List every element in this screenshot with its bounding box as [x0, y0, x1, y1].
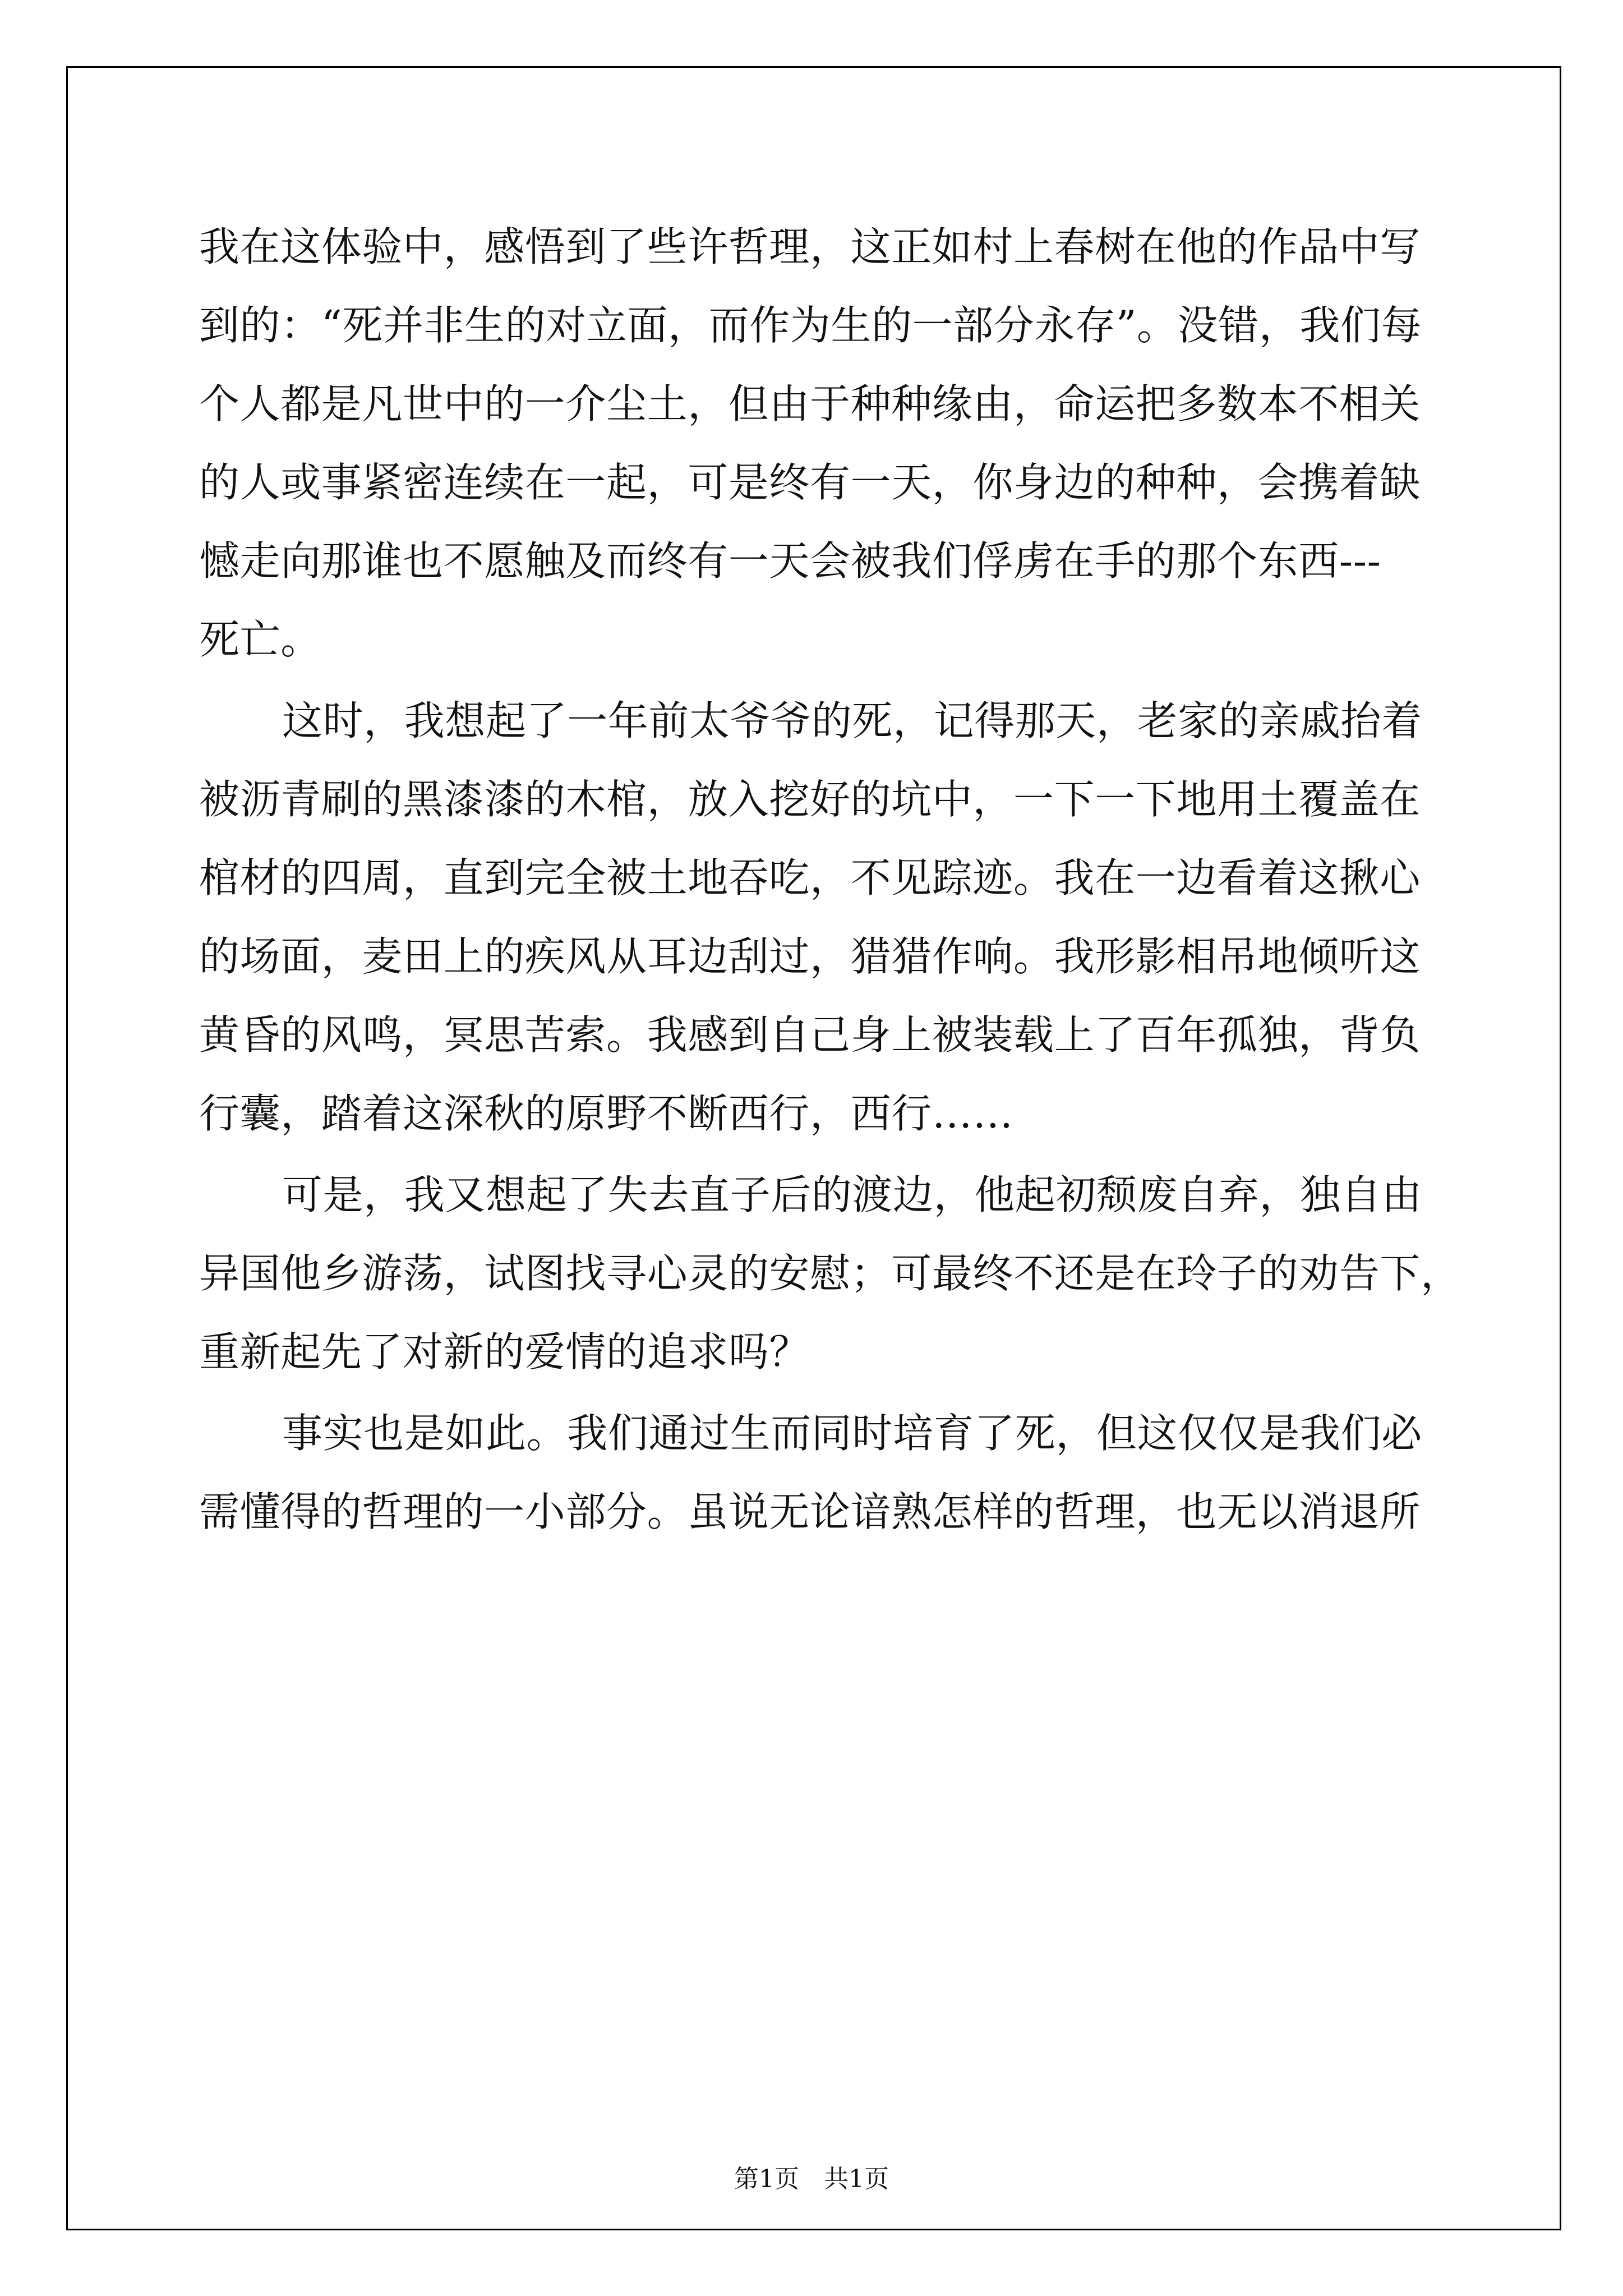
text-line: 黄昏的风鸣，冥思苦索。我感到自己身上被装载上了百年孤独，背负 [199, 1011, 1421, 1059]
page-number-footer: 第1页 共1页 [734, 2165, 889, 2193]
text-line: 这时，我想起了一年前太爷爷的死，记得那天，老家的亲戚抬着 [282, 697, 1422, 744]
text-line: 棺材的四周，直到完全被土地吞吃，不见踪迹。我在一边看着这揪心 [199, 854, 1421, 901]
text-line: 憾走向那谁也不愿触及而终有一天会被我们俘虏在手的那个东西--- [199, 537, 1381, 585]
text-line: 异国他乡游荡，试图找寻心灵的安慰；可最终不还是在玲子的劝告下， [199, 1250, 1461, 1297]
text-line: 到的：“死并非生的对立面，而作为生的一部分永存”。没错，我们每 [199, 302, 1422, 349]
text-line: 个人都是凡世中的一介尘土，但由于种种缘由，命运把多数本不相关 [199, 380, 1421, 427]
text-line: 的人或事紧密连续在一起，可是终有一天，你身边的种种，会携着缺 [199, 459, 1421, 506]
text-line: 的场面，麦田上的疾风从耳边刮过，猎猎作响。我形影相吊地倾听这 [199, 933, 1421, 980]
text-line: 我在这体验中，感悟到了些许哲理，这正如村上春树在他的作品中写 [199, 223, 1421, 270]
text-line: 死亡。 [199, 616, 321, 663]
text-line: 被沥青刷的黑漆漆的木棺，放入挖好的坑中，一下一下地用土覆盖在 [199, 776, 1421, 823]
text-line: 可是，我又想起了失去直子后的渡边，他起初颓废自弃，独自由 [282, 1171, 1422, 1218]
text-line: 行囊，踏着这深秋的原野不断西行，西行…… [199, 1090, 1014, 1137]
text-line: 重新起先了对新的爱情的追求吗？ [199, 1328, 810, 1375]
text-line: 需懂得的哲理的一小部分。虽说无论谙熟怎样的哲理，也无以消退所 [199, 1488, 1421, 1535]
text-line: 事实也是如此。我们通过生而同时培育了死，但这仅仅是我们必 [282, 1410, 1422, 1457]
